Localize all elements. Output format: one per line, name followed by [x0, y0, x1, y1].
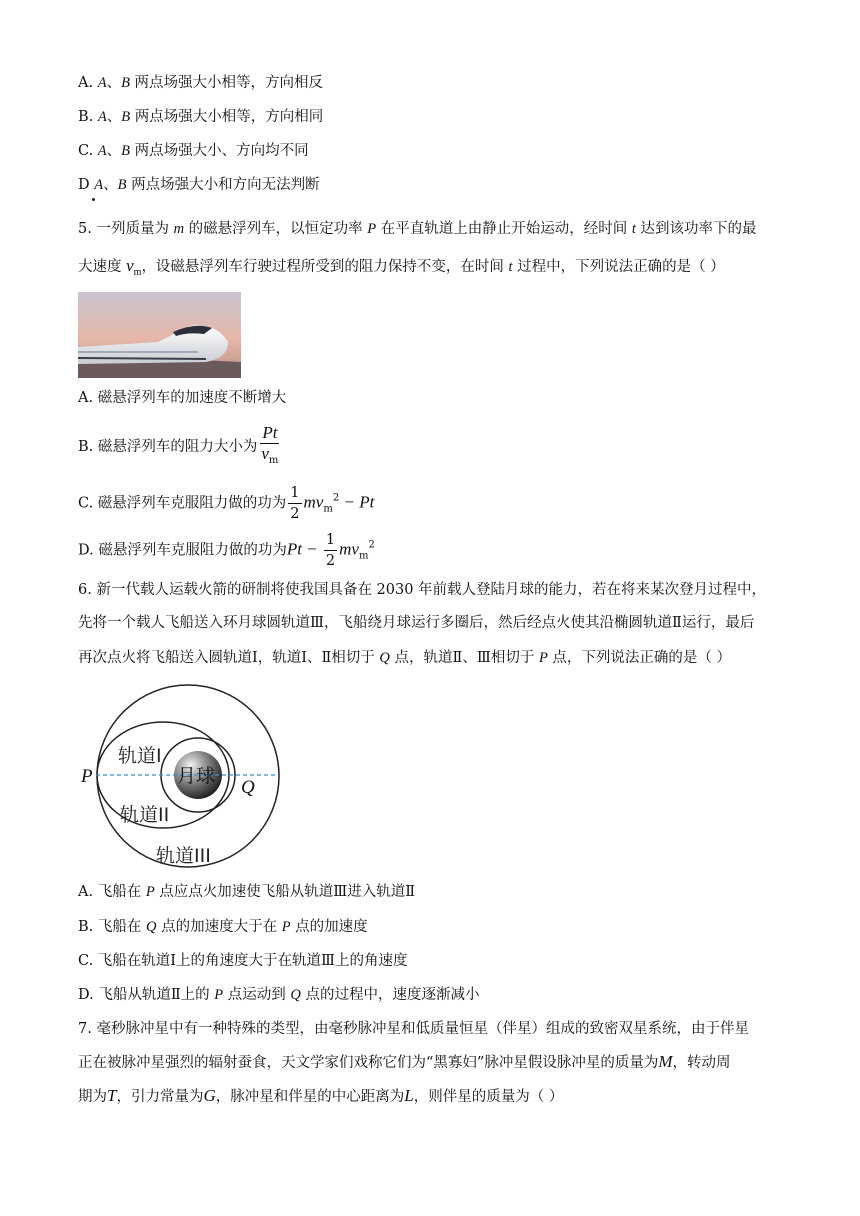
q5-stem-line2: 大速度 $v_m$，设磁悬浮列车行驶过程所受到的阻力保持不变，在时间 t 过程中，下列说法正确的是（ ） [78, 256, 725, 278]
label-orbit-i: 轨道I [118, 745, 162, 767]
q5-b-fraction: $\frac{Pt}{v_m}$ [261, 423, 279, 466]
q4-option-d: D A、B 两点场强大小和方向无法判断 [78, 177, 320, 193]
label-moon: 月球 [177, 765, 216, 787]
q4-option-c: C. A、B 两点场强大小、方向均不同 [78, 143, 309, 159]
q7-stem-line2: 正在被脉冲星强烈的辐射蚕食，天文学家们戏称它们为“黑寡妇”脉冲星假设脉冲星的质量为M，转动周 [78, 1052, 731, 1071]
q6-stem-line1: 6. 新一代载人运载火箭的研制将使我国具备在 2030 年前载人登陆月球的能力，若在将来某次登月过程中， [78, 582, 767, 598]
stray-dot [92, 198, 95, 201]
q5-option-c: C. 磁悬浮列车克服阻力做的功为 $\frac{1}{2}$ $mv_m^2 - Pt$ [78, 485, 375, 522]
q7-stem-line1: 7. 毫秒脉冲星中有一种特殊的类型，由毫秒脉冲星和低质量恒星（伴星）组成的致密双星系统，由于伴星 [78, 1021, 749, 1037]
label-orbit-ii: 轨道II [120, 804, 170, 826]
q6-option-b: B. 飞船在 Q 点的加速度大于在 P 点的加速度 [78, 919, 368, 935]
q5-c-fraction: $\frac{1}{2}$ [290, 485, 300, 522]
q4-option-b: B. A、B 两点场强大小相等，方向相同 [78, 109, 324, 125]
q5-option-d: D. 磁悬浮列车克服阻力做的功为Pt − $\frac{1}{2}$ $mv_m^2$ [78, 532, 375, 569]
q6-option-c: C. 飞船在轨道Ⅰ上的角速度大于在轨道Ⅲ上的角速度 [78, 953, 408, 969]
q6-option-d: D. 飞船从轨道Ⅱ上的 P 点运动到 Q 点的过程中，速度逐渐减小 [78, 987, 480, 1003]
label-orbit-iii: 轨道III [156, 845, 211, 867]
q5-option-a: A. 磁悬浮列车的加速度不断增大 [78, 390, 287, 406]
q5-d-fraction: $\frac{1}{2}$ [325, 532, 336, 569]
q6-stem-line2: 先将一个载人飞船送入环月球圆轨道Ⅲ，飞船绕月球运行多圈后，然后经点火使其沿椭圆轨道Ⅱ运行，最后 [78, 615, 755, 631]
label-Q: Q [241, 777, 255, 798]
label-P: P [81, 766, 93, 787]
orbit-diagram [78, 682, 288, 870]
q6-option-a: A. 飞船在 P 点应点火加速使飞船从轨道Ⅲ进入轨道Ⅱ [78, 884, 416, 900]
q5-stem-line1: 5. 一列质量为 m 的磁悬浮列车，以恒定功率 P 在平直轨道上由静止开始运动，经时间 t 达到该功率下的最 [78, 221, 757, 237]
maglev-train-photo [78, 292, 241, 378]
q6-stem-line3: 再次点火将飞船送入圆轨道Ⅰ，轨道Ⅰ、Ⅱ相切于 Q 点，轨道Ⅱ、Ⅲ相切于 P 点，下列说法正确的是（ ） [78, 650, 732, 666]
q4-option-a: A. A、B 两点场强大小相等，方向相反 [78, 75, 324, 91]
q7-stem-line3: 期为T，引力常量为G，脉冲星和伴星的中心距离为L，则伴星的质量为（ ） [78, 1086, 564, 1105]
q5-option-b: B. 磁悬浮列车的阻力大小为 $\frac{Pt}{v_m}$ [78, 423, 282, 471]
